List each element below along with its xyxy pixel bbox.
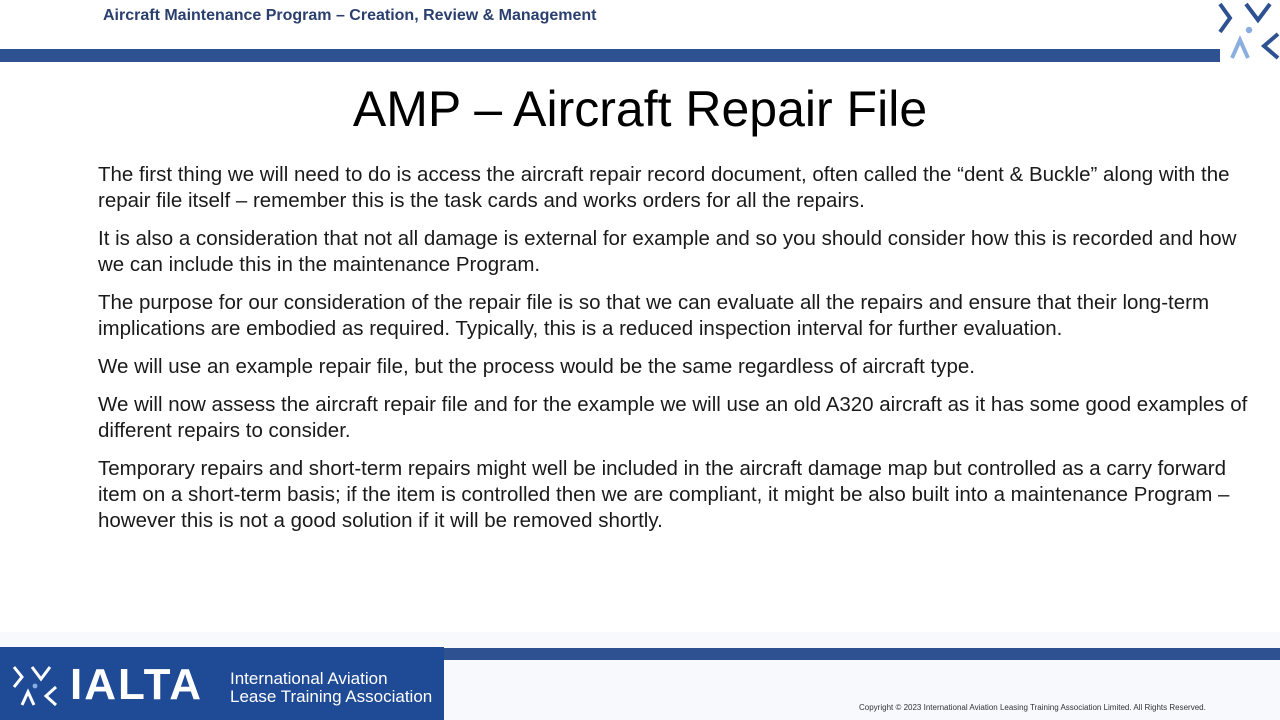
footer-assoc-line-2: Lease Training Association (230, 687, 433, 706)
footer-association-name (230, 670, 432, 706)
footer-accent-bar (440, 648, 1280, 660)
paragraph: Temporary repairs and short-term repairs might well be included in the aircraft damage map but controlled as a carry forward item on a short-term basis; if the item is controlled then we are compliant, it might be also built into a maintenance Program – however this is not a good solution if it will be removed shortly. (98, 457, 1230, 532)
ialta-mark-icon (1218, 0, 1280, 62)
ialta-logo-icon (12, 665, 58, 707)
paragraph: We will now assess the aircraft repair file and for the example we will use an old A320 aircraft as it has some good examples of different repairs to consider. (98, 393, 1248, 442)
copyright-notice: Copyright © 2023 International Aviation Leasing Training Association Limited. All Rights Reserved. (859, 703, 1206, 712)
paragraph: It is also a consideration that not all damage is external for example and so you should consider how this is recorded and how we can include this in the maintenance Program. (98, 227, 1237, 276)
slide-body (98, 162, 1248, 546)
footer-logo (0, 647, 444, 720)
paragraph: We will use an example repair file, but the process would be the same regardless of aircraft type. (98, 355, 975, 378)
footer-brand-name: IALTA (70, 660, 203, 709)
slide-title: AMP – Aircraft Repair File (352, 81, 928, 137)
footer-assoc-line-1: International Aviation (230, 669, 388, 688)
header-accent-bar (0, 49, 1220, 62)
course-header-title: Aircraft Maintenance Program – Creation, Review & Management (103, 7, 597, 24)
paragraph: The first thing we will need to do is access the aircraft repair record document, often called the “dent & Buckle” along with the repair file itself – remember this is the task cards and works orders for all the repairs. (98, 163, 1230, 212)
paragraph: The purpose for our consideration of the repair file is so that we can evaluate all the repairs and ensure that their long-term implications are embodied as required. Typically, this is a reduced inspection interval for further evaluation. (98, 291, 1210, 340)
